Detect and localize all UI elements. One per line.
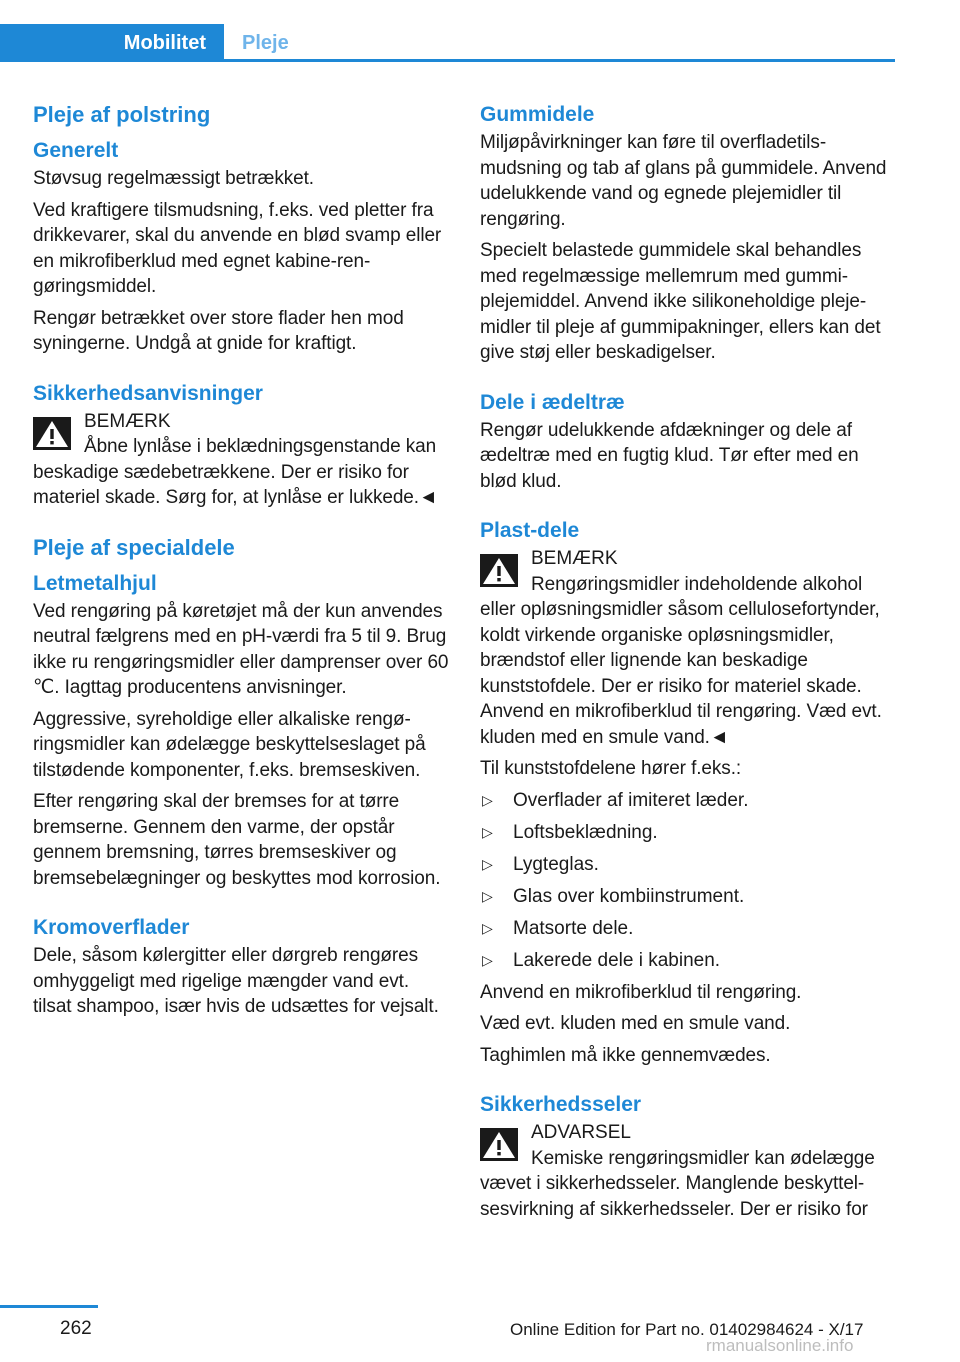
warning-triangle-icon bbox=[480, 554, 518, 587]
page-number: 262 bbox=[60, 1318, 92, 1339]
triangle-bullet-icon: ▷ bbox=[482, 919, 493, 936]
list-item: ▷ Glas over kombiinstrument. bbox=[480, 884, 896, 910]
heading-plast-dele: Plast-dele bbox=[480, 519, 580, 542]
section-title-specialdele: Pleje af specialdele bbox=[33, 534, 235, 560]
paragraph: Anvend en mikrofiberklud til rengøring. bbox=[480, 981, 802, 1003]
triangle-bullet-icon: ▷ bbox=[482, 855, 493, 872]
section-title-polstring: Pleje af polstring bbox=[33, 102, 211, 127]
heading-sikkerhedsseler: Sikkerhedsseler bbox=[480, 1093, 642, 1116]
warning-block bbox=[480, 1120, 896, 1222]
list-item: ▷ Loftsbeklædning. bbox=[480, 820, 896, 846]
warning-text: Åbne lynlåse i beklædningsgenstande kan beskadige sædebetrækkene. Der er risiko for materiel skade. Sørg for, at lynlåse er lukkede.◄ bbox=[33, 436, 438, 508]
watermark: rmanualsonline.info bbox=[706, 1336, 854, 1355]
heading-aedeltrae: Dele i ædeltræ bbox=[480, 390, 625, 414]
paragraph: Rengør betrækket over store flader hen mod syningerne. Undgå at gnide for kraftigt. bbox=[33, 307, 404, 354]
warning-text: Rengøringsmidler indeholdende alkohol eller opløsningsmidler såsom cellulosefortynder, koldt virkende organiske opløsningsmidler, brændstof eller lignende kan beskadige kunststofdele. Der er risiko for materiel skade. Anvend en mikrofiberklud til rengøring. Væd evt. kluden med en smule vand.◄ bbox=[480, 573, 882, 748]
paragraph: Efter rengøring skal der bremses for at tørre bremserne. Gennem den varme, der opstår gennem bremsning, tørres bremseskiver og bremsebelægninger og beskyttes mod korrosion. bbox=[33, 791, 441, 889]
triangle-bullet-icon: ▷ bbox=[482, 791, 493, 808]
list-item: ▷ Lygteglas. bbox=[480, 852, 896, 878]
paragraph: Aggressive, syreholdige eller alkaliske rengøringsmidler kan ødelægge beskyttelseslaget på tilstødende komponenter, f.eks. bremseskiven. bbox=[33, 708, 426, 781]
warning-label: ADVARSEL bbox=[531, 1122, 631, 1143]
paragraph: Til kunststofdelene hører f.eks.: bbox=[480, 758, 742, 779]
warning-block bbox=[480, 546, 896, 750]
list-item: ▷ Matsorte dele. bbox=[480, 916, 896, 942]
heading-letmetalhjul: Letmetalhjul bbox=[33, 571, 157, 595]
heading-sikkerhedsanvisninger: Sikkerhedsanvisninger bbox=[33, 381, 263, 405]
triangle-bullet-icon: ▷ bbox=[482, 887, 493, 904]
bullet-list bbox=[480, 788, 896, 974]
paragraph: Miljøpåvirkninger kan føre til overfladetilsmudsning og tab af glans på gummidele. Anvend udelukkende vand og egnede plejemidler til rengøring. bbox=[480, 132, 887, 230]
header-tabs bbox=[0, 24, 895, 62]
warning-text: Kemiske rengøringsmidler kan ødelægge vævet i sikkerhedsseler. Manglende beskyttelsesvirkning af sikkerhedsseler. Der er risiko for bbox=[480, 1147, 875, 1220]
list-item: ▷ Lakerede dele i kabinen. bbox=[480, 948, 896, 974]
edition-text: Online Edition for Part no. 01402984624 - X/17 bbox=[510, 1320, 864, 1339]
warning-label: BEMÆRK bbox=[84, 410, 171, 432]
paragraph: Ved kraftigere tilsmudsning, f.eks. ved pletter fra drikkevarer, skal du anvende en blød svamp eller en mikrofiberklud med egnet kabine-rengøringsmiddel. bbox=[33, 199, 442, 297]
triangle-bullet-icon: ▷ bbox=[482, 823, 493, 840]
heading-generelt: Generelt bbox=[33, 139, 119, 162]
paragraph: Ved rengøring på køretøjet må der kun anvendes neutral fælgrens med en pH-værdi fra 5 til 9. Brug ikke ru rengøringsmidler eller damprenser over 60 ℃. Iagttag producentens anvisninger. bbox=[33, 600, 449, 698]
heading-kromoverflader: Kromoverflader bbox=[33, 916, 190, 939]
paragraph: Dele, såsom kølergitter eller dørgreb rengøres omhyggeligt med rigelige mængder vand evt. tilsat shampoo, især hvis de udsættes for vejsalt. bbox=[33, 945, 439, 1017]
paragraph: Specielt belastede gummidele skal behandles med regelmæssige mellemrum med gummiplejemiddel. Anvend ikke silikoneholdige plejemidler til pleje af gummipakninger, ellers kan det give støj eller beskadigelser. bbox=[480, 240, 881, 363]
right-column bbox=[480, 100, 896, 1228]
triangle-bullet-icon: ▷ bbox=[482, 951, 493, 968]
paragraph: Støvsug regelmæssigt betrækket. bbox=[33, 168, 314, 189]
tab-mobilitet[interactable]: Mobilitet bbox=[0, 24, 224, 62]
warning-triangle-icon bbox=[33, 417, 71, 450]
paragraph: Væd evt. kluden med en smule vand. bbox=[480, 1013, 791, 1034]
footer-rule bbox=[0, 1305, 98, 1308]
warning-block bbox=[33, 409, 449, 511]
heading-gummidele: Gummidele bbox=[480, 103, 595, 126]
warning-label: BEMÆRK bbox=[531, 548, 618, 569]
paragraph: Taghimlen må ikke gennemvædes. bbox=[480, 1044, 771, 1066]
tab-pleje[interactable]: Pleje bbox=[242, 32, 289, 54]
paragraph: Rengør udelukkende afdækninger og dele af ædeltræ med en fugtig klud. Tør efter med en blød klud. bbox=[480, 419, 859, 492]
list-item: ▷ Overflader af imiteret læder. bbox=[480, 788, 896, 814]
left-column bbox=[33, 100, 449, 1026]
warning-triangle-icon bbox=[480, 1128, 518, 1161]
